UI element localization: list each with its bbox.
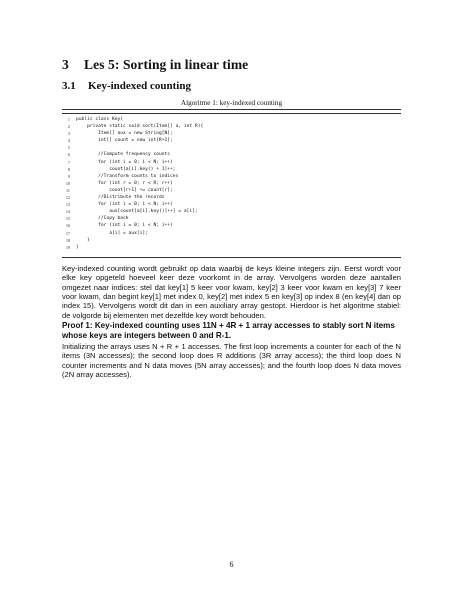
code-text: public class Key{ — [76, 117, 124, 122]
code-line — [62, 208, 401, 215]
line-number: 13 — [65, 202, 70, 208]
code-line — [62, 237, 401, 244]
line-number: 17 — [65, 230, 70, 236]
code-line — [62, 151, 401, 158]
code-text: aux[count[a[i].key()]++] = a[i]; — [76, 209, 198, 215]
line-number: 10 — [65, 180, 70, 186]
line-number: 8 — [67, 166, 70, 172]
code-line — [62, 230, 401, 237]
code-line — [62, 244, 401, 251]
line-number: 7 — [67, 159, 70, 165]
code-line — [62, 144, 401, 151]
code-line — [62, 116, 401, 123]
algorithm-rule — [62, 113, 401, 114]
code-text: //Compute frequency counts — [76, 152, 171, 158]
code-text: } — [76, 244, 79, 250]
line-number: 16 — [65, 223, 70, 229]
line-number: 11 — [65, 187, 70, 193]
proof-statement: Proof 1: Key-indexed counting uses 11N + 4R + 1 array accesses to stably sort N items whose keys are integers between 0 and R-1. — [62, 321, 395, 340]
line-number: 6 — [67, 152, 70, 158]
code-text: for (int r = 0; r < R; r++) — [76, 180, 173, 186]
code-text: for (int i = 0; i < N; i++) — [76, 202, 173, 208]
code-line — [62, 215, 401, 222]
code-text: for (int i = 0; i < N; i++) — [76, 223, 173, 229]
code-text: private static void sort(Item[] a, int R){ — [76, 124, 204, 130]
line-number: 18 — [65, 237, 70, 243]
code-text: //Transform counts to indices — [76, 173, 179, 179]
line-number: 14 — [65, 209, 70, 215]
subsection-title: Key-indexed counting — [88, 80, 191, 92]
code-text: for (int i = 0; i < N; i++) — [76, 159, 173, 165]
paragraph-description: Key-indexed counting wordt gebruikt op data waarbij de keys kleine integers zijn. Eerst wordt voor elke key opgeteld hoeveel keer deze voorkomt in de array. Vervolgens worden deze aantallen omgezet naar indices: stel dat key[1] 5 keer voor kwam, key[2] 3 keer voor kwam en key[3] 7 keer voor kwam, dan begint key[1] met index 0, key[2] met index 5 en key[3] op index 8 (en key[4] dan op index 15). Vervolgens wordt dit dan in een auxiliary array gestopt. Hierdoor is het algoritme stabiel: de volgorde bij elementen met dezelfde key wordt behouden. — [62, 264, 401, 320]
code-text: count[a[i].key() + 1]++; — [76, 166, 176, 172]
subsection-heading — [62, 80, 191, 92]
code-line — [62, 137, 401, 144]
code-block — [62, 116, 401, 251]
line-number: 1 — [67, 117, 70, 122]
section-heading — [62, 57, 248, 73]
section-title: Les 5: Sorting in linear time — [84, 57, 249, 72]
code-line — [62, 187, 401, 194]
code-text: Item[] aux = new String[N]; — [76, 131, 173, 137]
page-number: 6 — [229, 560, 234, 569]
line-number: 19 — [65, 244, 70, 250]
line-number: 9 — [67, 173, 70, 179]
code-line — [62, 166, 401, 173]
subsection-number: 3.1 — [62, 80, 76, 92]
code-text: //Distribute the records — [76, 195, 165, 201]
line-number: 4 — [67, 138, 70, 144]
code-text: int[] count = new int[R+1]; — [76, 138, 173, 144]
code-text: //Copy back — [76, 216, 129, 222]
code-line — [62, 222, 401, 229]
line-number: 12 — [65, 195, 70, 201]
line-number: 5 — [67, 145, 70, 151]
code-line — [62, 194, 401, 201]
code-line — [62, 201, 401, 208]
paragraph-proof-explanation: Initializing the arrays uses N + R + 1 accesses. The first loop increments a counter for each of the N items (3N accesses); the second loop does R additions (3R array access); the third loop does N counter increments and N data moves (5N array accesses); and the fourth loop does N data moves (2N array accesses). — [62, 342, 401, 380]
code-text: a[i] = aux[i]; — [76, 230, 148, 236]
section-number: 3 — [62, 57, 69, 72]
line-number: 15 — [65, 216, 70, 222]
algorithm-listing — [62, 109, 401, 258]
code-text: count[r+1] += count[r]; — [76, 187, 173, 193]
code-line — [62, 173, 401, 180]
code-line — [62, 130, 401, 137]
code-line — [62, 180, 401, 187]
line-number: 2 — [67, 124, 70, 130]
line-number: 3 — [67, 131, 70, 137]
code-line — [62, 159, 401, 166]
code-line — [62, 123, 401, 130]
algorithm-caption: Algoritme 1: key-indexed counting — [180, 99, 283, 107]
code-text: } — [76, 237, 90, 243]
